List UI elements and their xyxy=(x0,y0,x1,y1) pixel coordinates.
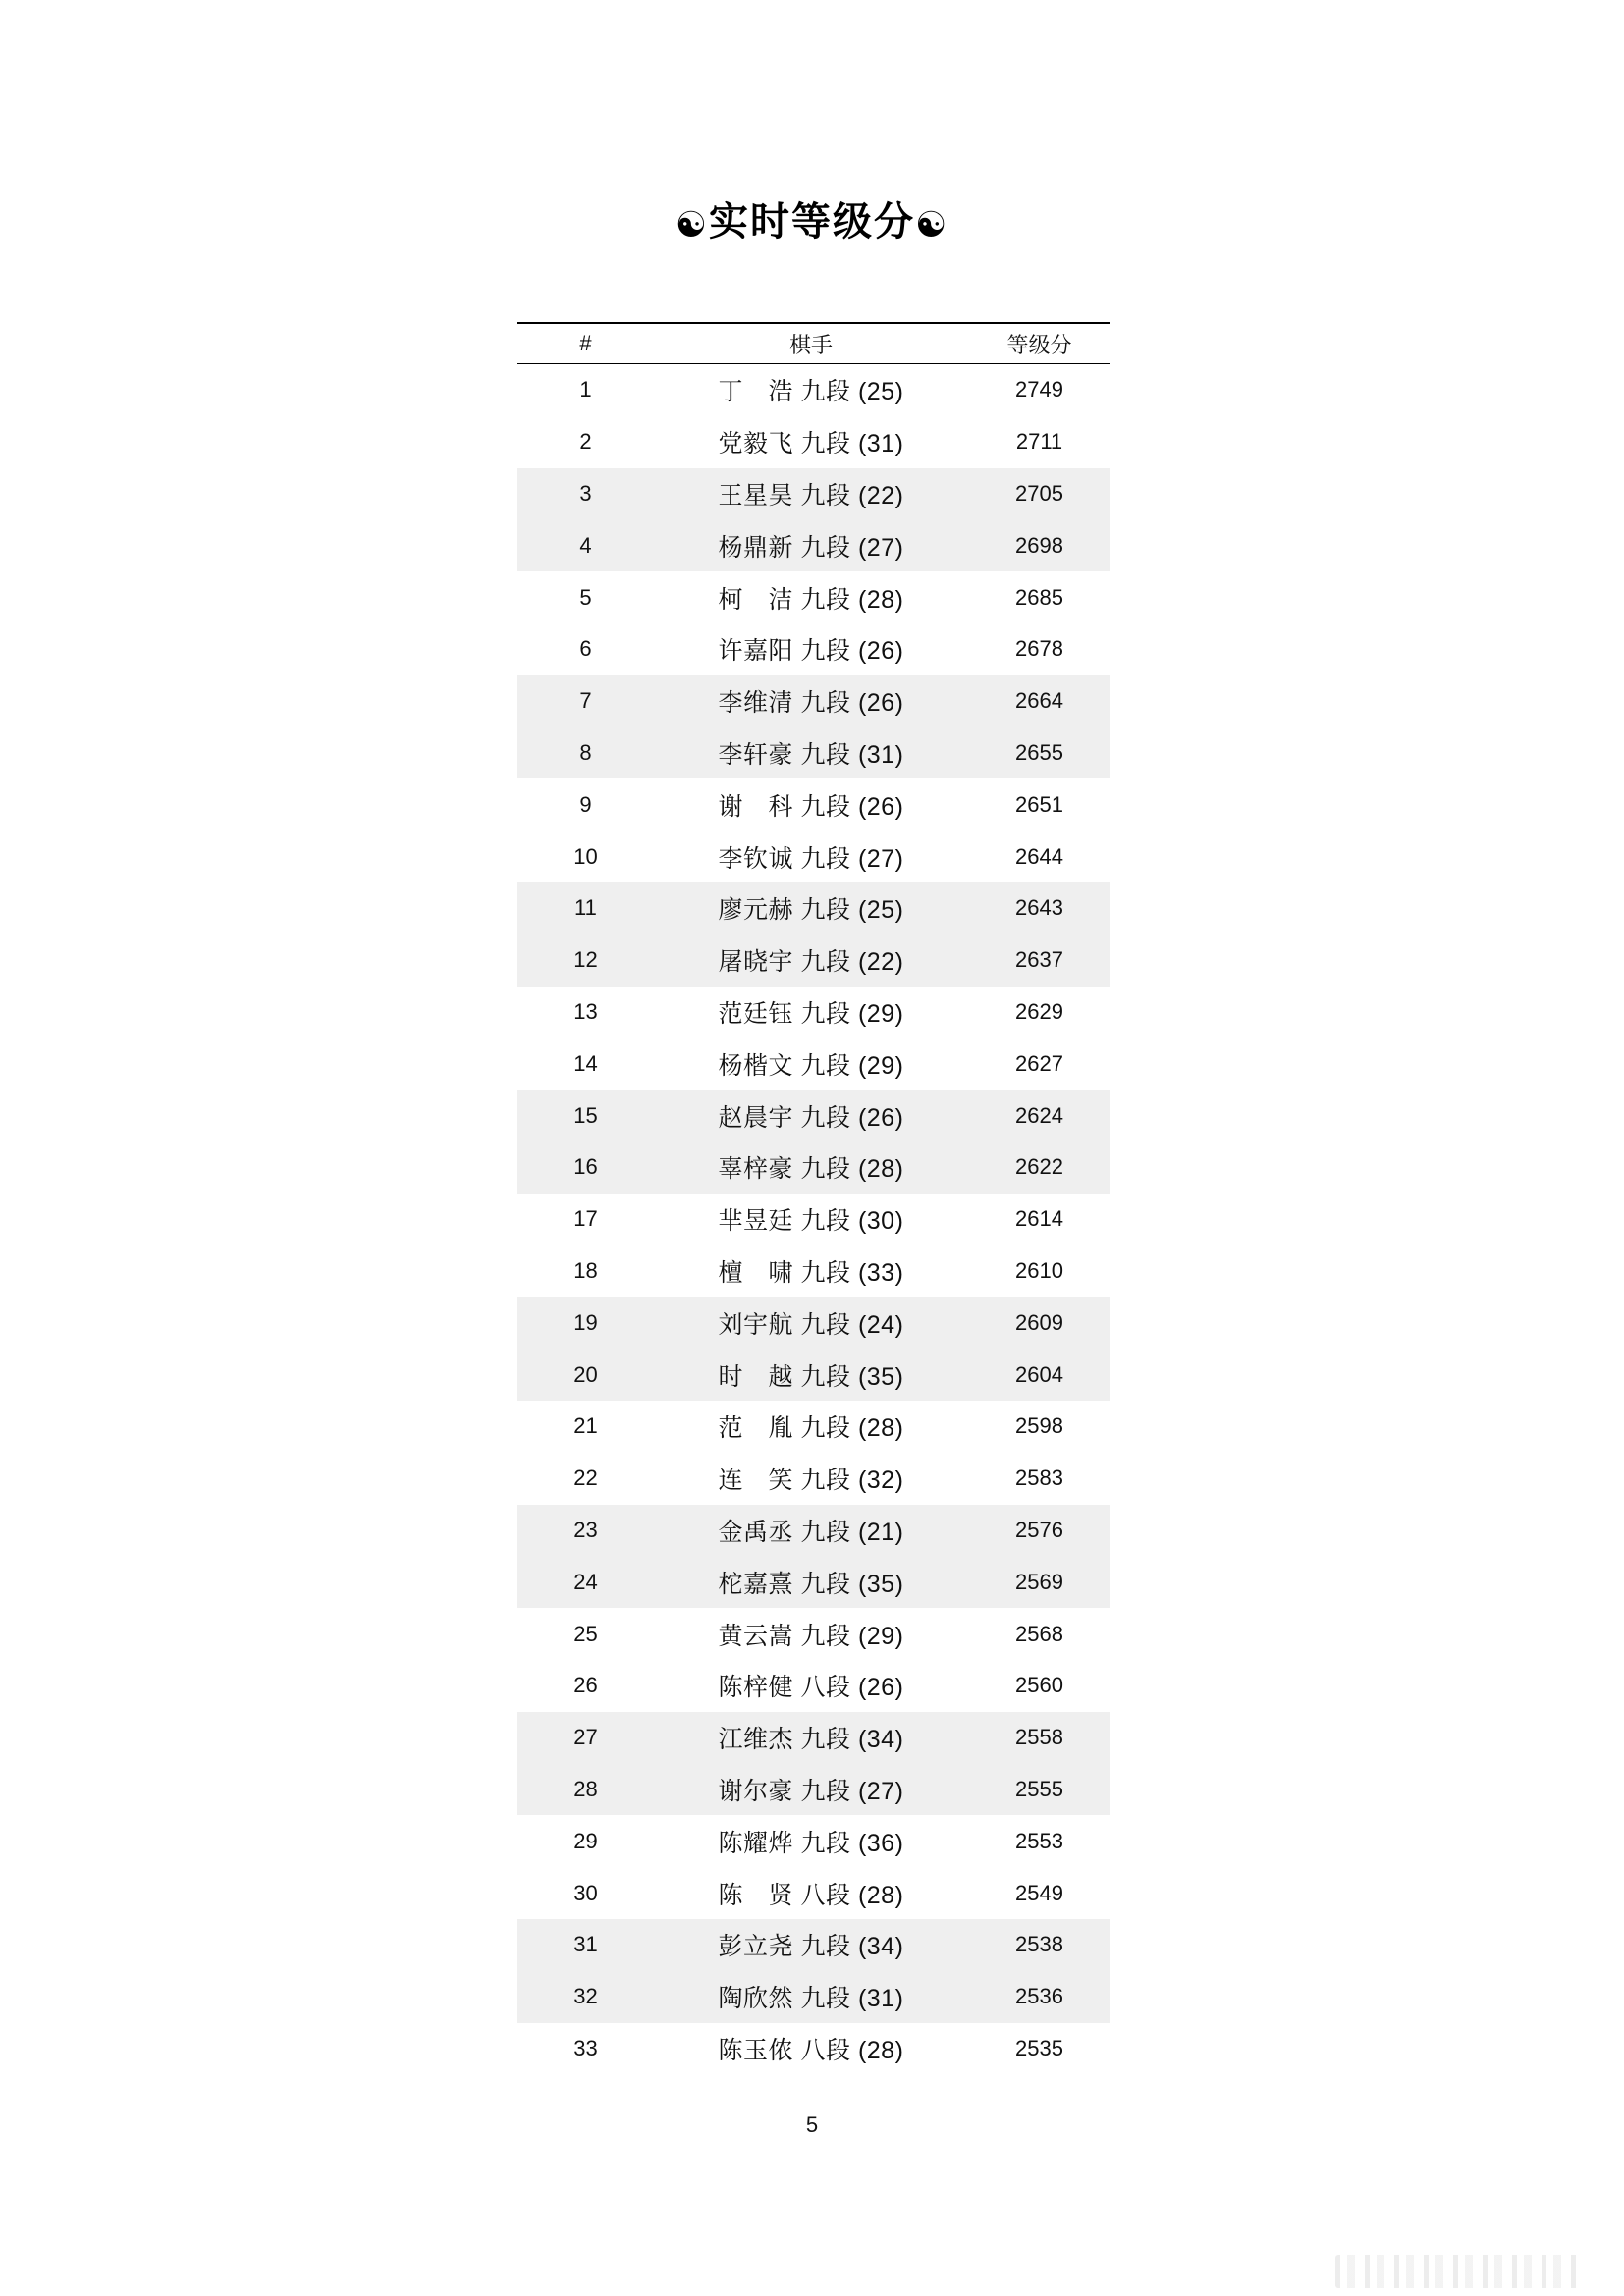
player-age: (32) xyxy=(857,1467,904,1495)
player-cell xyxy=(654,1505,968,1557)
player-name: 杨鼎新 xyxy=(718,533,794,561)
player-cell xyxy=(654,1971,968,2023)
rating-cell: 2629 xyxy=(1015,998,1063,1024)
player-name: 党毅飞 xyxy=(718,430,794,458)
player-cell xyxy=(654,1090,968,1142)
player-age: (29) xyxy=(857,1051,904,1080)
player-age: (26) xyxy=(857,1103,904,1132)
table-row xyxy=(517,1401,1110,1453)
rating-cell: 2598 xyxy=(1015,1414,1063,1439)
player-age: (34) xyxy=(857,1726,904,1754)
rank-cell: 28 xyxy=(517,1764,654,1816)
player-name: 杨楷文 xyxy=(718,1051,794,1080)
player-cell xyxy=(654,1712,968,1764)
player-age: (22) xyxy=(857,481,904,509)
rating-cell: 2627 xyxy=(1015,1050,1063,1076)
player-cell xyxy=(654,1608,968,1660)
table-row xyxy=(517,1453,1110,1505)
player-cell xyxy=(654,934,968,987)
player-dan: 九段 xyxy=(800,1726,851,1754)
rank-cell: 25 xyxy=(573,1621,598,1646)
rating-cell: 2558 xyxy=(968,1712,1110,1764)
rating-cell: 2538 xyxy=(968,1919,1110,1971)
table-row xyxy=(517,934,1110,987)
rank-cell: 31 xyxy=(517,1919,654,1971)
rating-cell: 2604 xyxy=(968,1349,1110,1401)
player-dan: 九段 xyxy=(800,1103,851,1132)
rating-cell: 2536 xyxy=(968,1971,1110,2023)
player-cell xyxy=(654,1297,968,1349)
player-cell xyxy=(654,987,968,1039)
table-row xyxy=(517,830,1110,882)
player-age: (28) xyxy=(857,585,904,614)
player-dan: 九段 xyxy=(800,378,851,406)
player-dan: 九段 xyxy=(800,1051,851,1080)
player-name: 丁 浩 xyxy=(718,378,794,406)
rating-cell: 2555 xyxy=(968,1764,1110,1816)
player-name: 王星昊 xyxy=(718,481,794,509)
rank-cell: 22 xyxy=(573,1466,598,1491)
player-dan: 九段 xyxy=(800,1467,851,1495)
rank-cell: 2 xyxy=(579,429,592,454)
rating-cell: 2655 xyxy=(968,727,1110,779)
rating-cell: 2610 xyxy=(1015,1257,1063,1283)
player-dan: 九段 xyxy=(800,637,851,666)
rank-cell: 8 xyxy=(517,727,654,779)
rating-cell: 2685 xyxy=(1015,584,1063,610)
table-row xyxy=(517,1142,1110,1194)
player-cell xyxy=(654,1453,968,1505)
rank-cell: 23 xyxy=(517,1505,654,1557)
rating-cell: 2664 xyxy=(968,675,1110,727)
player-age: (26) xyxy=(857,637,904,666)
rating-cell: 2711 xyxy=(1015,429,1063,454)
player-age: (26) xyxy=(857,792,904,821)
rating-cell: 2643 xyxy=(968,882,1110,934)
player-name: 陈玉侬 xyxy=(718,2036,794,2064)
rank-cell: 13 xyxy=(573,998,598,1024)
player-age: (25) xyxy=(857,378,904,406)
player-age: (28) xyxy=(857,1155,904,1184)
player-cell xyxy=(654,1815,968,1867)
rank-cell: 4 xyxy=(517,519,654,571)
rank-cell: 12 xyxy=(517,934,654,987)
table-row xyxy=(517,1505,1110,1557)
table-row xyxy=(517,1815,1110,1867)
rank-cell: 15 xyxy=(517,1090,654,1142)
rank-cell: 9 xyxy=(579,791,592,817)
rank-cell: 10 xyxy=(573,843,598,869)
player-name: 连 笑 xyxy=(718,1467,794,1495)
rating-table xyxy=(517,322,1110,2074)
table-row xyxy=(517,1919,1110,1971)
player-dan: 八段 xyxy=(800,1881,851,1909)
player-name: 谢 科 xyxy=(718,792,794,821)
table-row xyxy=(517,364,1110,416)
player-age: (27) xyxy=(857,844,904,873)
player-dan: 九段 xyxy=(800,1207,851,1236)
player-dan: 九段 xyxy=(800,585,851,614)
player-name: 柁嘉熹 xyxy=(718,1570,794,1598)
header-player: 棋手 xyxy=(654,323,968,364)
header-rating: 等级分 xyxy=(968,323,1110,364)
player-dan: 九段 xyxy=(800,1310,851,1339)
table-row xyxy=(517,882,1110,934)
player-name: 彭立尧 xyxy=(718,1933,794,1961)
rank-cell: 30 xyxy=(573,1880,598,1905)
rank-cell: 24 xyxy=(517,1556,654,1608)
rank-cell: 3 xyxy=(517,468,654,520)
player-dan: 九段 xyxy=(800,1622,851,1650)
player-age: (27) xyxy=(857,533,904,561)
page-title xyxy=(0,198,1624,249)
table-row xyxy=(517,1867,1110,1919)
player-age: (26) xyxy=(857,689,904,718)
player-name: 辜梓豪 xyxy=(718,1155,794,1184)
player-dan: 九段 xyxy=(800,430,851,458)
player-age: (26) xyxy=(857,1674,904,1702)
player-cell xyxy=(654,2023,968,2075)
rank-cell: 18 xyxy=(573,1257,598,1283)
player-cell xyxy=(654,1349,968,1401)
player-name: 芈昱廷 xyxy=(718,1207,794,1236)
player-name: 范廷钰 xyxy=(718,999,794,1028)
player-name: 谢尔豪 xyxy=(718,1777,794,1805)
player-dan: 九段 xyxy=(800,844,851,873)
table-row xyxy=(517,1090,1110,1142)
player-dan: 九段 xyxy=(800,1933,851,1961)
player-dan: 九段 xyxy=(800,1415,851,1443)
rating-cell: 2614 xyxy=(1015,1206,1063,1232)
player-dan: 九段 xyxy=(800,481,851,509)
rating-cell: 2569 xyxy=(968,1556,1110,1608)
rating-cell: 2622 xyxy=(968,1142,1110,1194)
player-cell xyxy=(654,675,968,727)
table-header-row xyxy=(517,323,1110,364)
page-title-text: 实时等级分 xyxy=(709,198,915,244)
table-row xyxy=(517,468,1110,520)
player-cell xyxy=(654,1764,968,1816)
table-row xyxy=(517,1556,1110,1608)
watermark xyxy=(1335,2255,1581,2288)
rating-cell: 2698 xyxy=(968,519,1110,571)
player-age: (25) xyxy=(857,896,904,925)
rating-cell: 2568 xyxy=(1015,1621,1063,1646)
rank-cell: 21 xyxy=(573,1414,598,1439)
rank-cell: 7 xyxy=(517,675,654,727)
player-dan: 九段 xyxy=(800,689,851,718)
rank-cell: 16 xyxy=(517,1142,654,1194)
header-rank: # xyxy=(517,323,654,364)
player-cell xyxy=(654,468,968,520)
table-row xyxy=(517,1971,1110,2023)
rank-cell: 33 xyxy=(573,2035,598,2060)
table-row xyxy=(517,1246,1110,1298)
rating-cell: 2651 xyxy=(1015,791,1063,817)
player-cell xyxy=(654,882,968,934)
player-dan: 九段 xyxy=(800,999,851,1028)
table-row xyxy=(517,1608,1110,1660)
table-row xyxy=(517,623,1110,675)
rating-cell: 2553 xyxy=(1015,1828,1063,1853)
rating-table-body xyxy=(517,364,1110,2075)
table-row xyxy=(517,987,1110,1039)
table-row xyxy=(517,519,1110,571)
table-row xyxy=(517,571,1110,623)
player-name: 许嘉阳 xyxy=(718,637,794,666)
player-name: 陈耀烨 xyxy=(718,1829,794,1857)
player-dan: 九段 xyxy=(800,1777,851,1805)
player-age: (29) xyxy=(857,999,904,1028)
yinyang-icon-left: ☯ xyxy=(675,205,709,245)
rating-cell: 2560 xyxy=(1015,1673,1063,1698)
yinyang-icon-right: ☯ xyxy=(915,205,949,245)
player-name: 陈梓健 xyxy=(718,1674,794,1702)
rank-cell: 32 xyxy=(517,1971,654,2023)
table-row xyxy=(517,1349,1110,1401)
player-cell xyxy=(654,623,968,675)
table-row xyxy=(517,1712,1110,1764)
player-dan: 九段 xyxy=(800,948,851,977)
player-age: (29) xyxy=(857,1622,904,1650)
rank-cell: 6 xyxy=(579,636,592,662)
player-cell xyxy=(654,1038,968,1090)
player-age: (33) xyxy=(857,1258,904,1287)
rank-cell: 20 xyxy=(517,1349,654,1401)
player-cell xyxy=(654,364,968,416)
player-dan: 九段 xyxy=(800,1155,851,1184)
player-name: 陶欣然 xyxy=(718,1985,794,2013)
rank-cell: 29 xyxy=(573,1828,598,1853)
player-age: (27) xyxy=(857,1777,904,1805)
player-name: 金禹丞 xyxy=(718,1518,794,1546)
table-row xyxy=(517,2023,1110,2075)
player-dan: 九段 xyxy=(800,1518,851,1546)
player-dan: 九段 xyxy=(800,792,851,821)
player-cell xyxy=(654,1660,968,1712)
rating-cell: 2576 xyxy=(968,1505,1110,1557)
player-name: 李钦诚 xyxy=(718,844,794,873)
rank-cell: 14 xyxy=(573,1050,598,1076)
rating-cell: 2678 xyxy=(1015,636,1063,662)
player-age: (34) xyxy=(857,1933,904,1961)
rating-cell: 2637 xyxy=(968,934,1110,987)
player-name: 李维清 xyxy=(718,689,794,718)
player-age: (35) xyxy=(857,1570,904,1598)
rating-cell: 2549 xyxy=(1015,1880,1063,1905)
player-age: (28) xyxy=(857,1415,904,1443)
player-age: (30) xyxy=(857,1207,904,1236)
player-dan: 九段 xyxy=(800,1985,851,2013)
player-cell xyxy=(654,830,968,882)
player-name: 刘宇航 xyxy=(718,1310,794,1339)
player-cell xyxy=(654,1194,968,1246)
player-dan: 九段 xyxy=(800,533,851,561)
page-number: 5 xyxy=(805,2112,819,2137)
table-row xyxy=(517,1297,1110,1349)
player-age: (24) xyxy=(857,1310,904,1339)
player-dan: 九段 xyxy=(800,740,851,769)
rating-cell: 2749 xyxy=(1015,377,1063,402)
player-dan: 八段 xyxy=(800,1674,851,1702)
player-cell xyxy=(654,1142,968,1194)
table-row xyxy=(517,1038,1110,1090)
player-name: 黄云嵩 xyxy=(718,1622,794,1650)
player-name: 柯 洁 xyxy=(718,585,794,614)
player-age: (22) xyxy=(857,948,904,977)
player-dan: 九段 xyxy=(800,1570,851,1598)
player-age: (31) xyxy=(857,430,904,458)
player-cell xyxy=(654,1556,968,1608)
table-row xyxy=(517,727,1110,779)
player-cell xyxy=(654,571,968,623)
rank-cell: 19 xyxy=(517,1297,654,1349)
player-name: 廖元赫 xyxy=(718,896,794,925)
player-age: (31) xyxy=(857,1985,904,2013)
table-row xyxy=(517,1764,1110,1816)
table-row xyxy=(517,1660,1110,1712)
rank-cell: 26 xyxy=(573,1673,598,1698)
player-age: (28) xyxy=(857,2036,904,2064)
table-row xyxy=(517,1194,1110,1246)
rating-cell: 2609 xyxy=(968,1297,1110,1349)
player-name: 屠晓宇 xyxy=(718,948,794,977)
rating-cell: 2624 xyxy=(968,1090,1110,1142)
player-name: 江维杰 xyxy=(718,1726,794,1754)
player-cell xyxy=(654,1401,968,1453)
player-dan: 八段 xyxy=(800,2036,851,2064)
player-age: (28) xyxy=(857,1881,904,1909)
rating-cell: 2583 xyxy=(1015,1466,1063,1491)
rank-cell: 11 xyxy=(517,882,654,934)
rank-cell: 1 xyxy=(579,377,592,402)
player-dan: 九段 xyxy=(800,1258,851,1287)
player-name: 檀 啸 xyxy=(718,1258,794,1287)
player-dan: 九段 xyxy=(800,1362,851,1391)
rating-cell: 2705 xyxy=(968,468,1110,520)
player-age: (35) xyxy=(857,1362,904,1391)
player-cell xyxy=(654,1919,968,1971)
rank-cell: 27 xyxy=(517,1712,654,1764)
player-name: 李轩豪 xyxy=(718,740,794,769)
table-row xyxy=(517,778,1110,830)
player-cell xyxy=(654,1867,968,1919)
rank-cell: 17 xyxy=(573,1206,598,1232)
player-cell xyxy=(654,778,968,830)
table-row xyxy=(517,675,1110,727)
player-name: 赵晨宇 xyxy=(718,1103,794,1132)
player-age: (36) xyxy=(857,1829,904,1857)
player-name: 范 胤 xyxy=(718,1415,794,1443)
player-age: (21) xyxy=(857,1518,904,1546)
rating-cell: 2644 xyxy=(1015,843,1063,869)
player-cell xyxy=(654,416,968,468)
player-cell xyxy=(654,519,968,571)
table-row xyxy=(517,416,1110,468)
rank-cell: 5 xyxy=(579,584,592,610)
player-name: 陈 贤 xyxy=(718,1881,794,1909)
rating-cell: 2535 xyxy=(1015,2035,1063,2060)
player-dan: 九段 xyxy=(800,896,851,925)
player-cell xyxy=(654,1246,968,1298)
player-dan: 九段 xyxy=(800,1829,851,1857)
player-cell xyxy=(654,727,968,779)
player-age: (31) xyxy=(857,740,904,769)
player-name: 时 越 xyxy=(718,1362,794,1391)
